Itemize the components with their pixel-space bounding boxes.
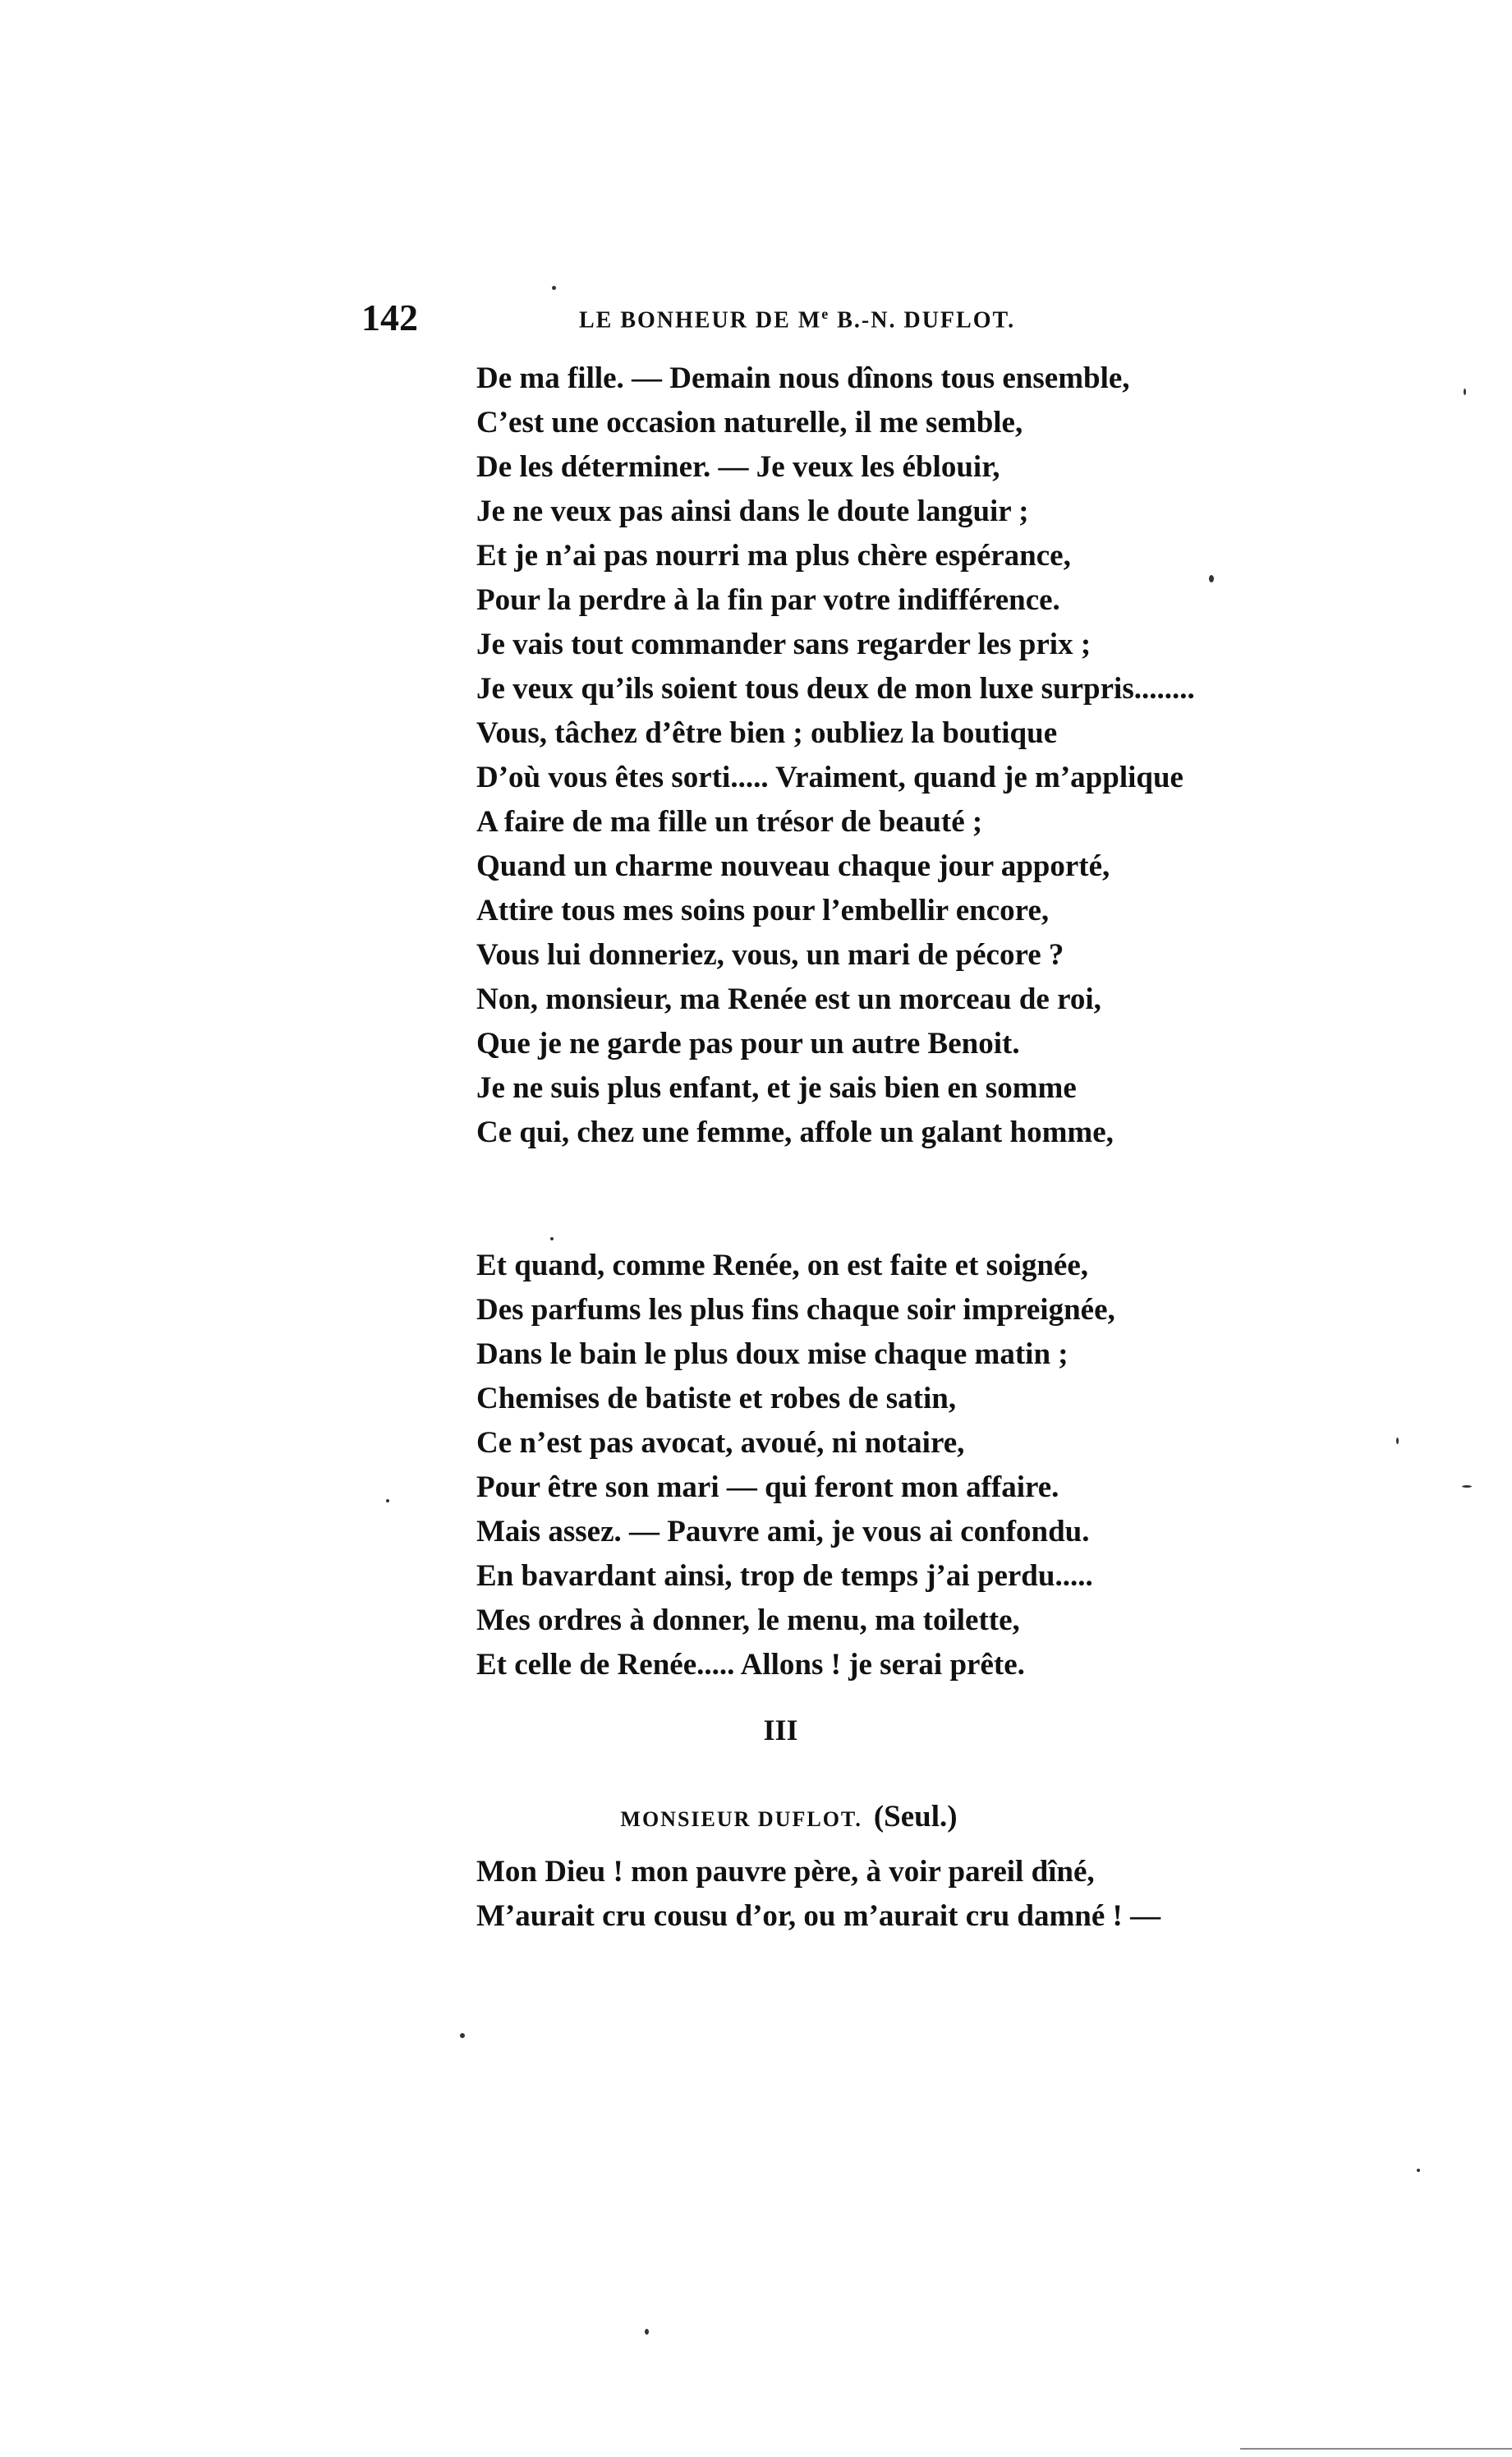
verse-line: Mes ordres à donner, le menu, ma toilette,	[476, 1603, 1020, 1637]
verse-line: Pour la perdre à la fin par votre indifférence.	[476, 583, 1060, 617]
scan-speck	[386, 1499, 389, 1502]
scene-number: III	[763, 1714, 798, 1746]
scan-speck	[552, 286, 556, 290]
verse-line: Et celle de Renée..... Allons ! je serai prête.	[476, 1648, 1025, 1682]
verse-line: Vous lui donneriez, vous, un mari de pécore ?	[476, 938, 1064, 972]
verse-line: De ma fille. — Demain nous dînons tous ensemble,	[476, 361, 1130, 395]
running-head	[579, 306, 1015, 334]
running-head-prefix: LE BONHEUR DE M	[579, 307, 822, 334]
verse-line: Chemises de batiste et robes de satin,	[476, 1382, 957, 1415]
scan-speck	[1209, 575, 1214, 582]
verse-line: Que je ne garde pas pour un autre Benoit.	[476, 1027, 1020, 1061]
verse-line: Dans le bain le plus doux mise chaque matin ;	[476, 1337, 1069, 1371]
verse-line: Des parfums les plus fins chaque soir impreignée,	[476, 1293, 1115, 1327]
verse-line: Et quand, comme Renée, on est faite et soignée,	[476, 1249, 1089, 1282]
verse-line: Je ne veux pas ainsi dans le doute languir ;	[476, 495, 1029, 528]
verse-line: Attire tous mes soins pour l’embellir encore,	[476, 894, 1050, 927]
verse-line: Non, monsieur, ma Renée est un morceau de roi,	[476, 982, 1101, 1016]
verse-stanza-1	[476, 357, 1298, 1155]
verse-line: De les déterminer. — Je veux les éblouir,	[476, 450, 1000, 484]
scan-speck	[1396, 1438, 1399, 1444]
verse-line: Pour être son mari — qui feront mon affaire.	[476, 1470, 1059, 1504]
verse-line: Je veux qu’ils soient tous deux de mon luxe surpris........	[476, 672, 1195, 706]
stage-direction: (Seul.)	[873, 1800, 958, 1834]
verse-line: Je vais tout commander sans regarder les prix ;	[476, 628, 1091, 661]
page-number: 142	[361, 297, 418, 338]
scene-heading	[0, 1713, 1512, 1747]
verse-line: Mais assez. — Pauvre ami, je vous ai confondu.	[476, 1515, 1090, 1548]
scan-speck	[1464, 389, 1466, 395]
verse-line: Ce qui, chez une femme, affole un galant homme,	[476, 1116, 1114, 1149]
running-head-superscript: e	[821, 306, 830, 322]
verse-line: A faire de ma fille un trésor de beauté ;	[476, 805, 983, 839]
page-header	[361, 296, 1183, 345]
verse-line: Ce n’est pas avocat, avoué, ni notaire,	[476, 1426, 965, 1460]
verse-line: C’est une occasion naturelle, il me semble,	[476, 406, 1023, 439]
scan-speck	[550, 1237, 554, 1240]
verse-stanza-3	[476, 1850, 1298, 1939]
verse-stanza-2	[476, 1244, 1298, 1687]
scan-edge-line	[1240, 2448, 1512, 2450]
speaker-name: MONSIEUR DUFLOT.	[620, 1807, 862, 1831]
verse-line: Vous, tâchez d’être bien ; oubliez la boutique	[476, 716, 1058, 750]
scan-speck	[1462, 1485, 1472, 1488]
verse-line: En bavardant ainsi, trop de temps j’ai perdu.....	[476, 1559, 1093, 1593]
verse-line: D’où vous êtes sorti..... Vraiment, quand je m’applique	[476, 761, 1183, 794]
scan-speck	[645, 2329, 649, 2335]
scan-speck	[460, 2033, 465, 2038]
verse-line: Mon Dieu ! mon pauvre père, à voir pareil dîné,	[476, 1855, 1095, 1889]
verse-line: Et je n’ai pas nourri ma plus chère espérance,	[476, 539, 1071, 573]
verse-line: Je ne suis plus enfant, et je sais bien en somme	[476, 1071, 1077, 1105]
running-head-suffix: B.-N. DUFLOT.	[830, 307, 1016, 334]
speaker-line	[0, 1799, 1512, 1834]
scan-speck	[1417, 2169, 1420, 2172]
verse-line: Quand un charme nouveau chaque jour apporté,	[476, 849, 1110, 883]
verse-line: M’aurait cru cousu d’or, ou m’aurait cru damné ! —	[476, 1899, 1161, 1933]
